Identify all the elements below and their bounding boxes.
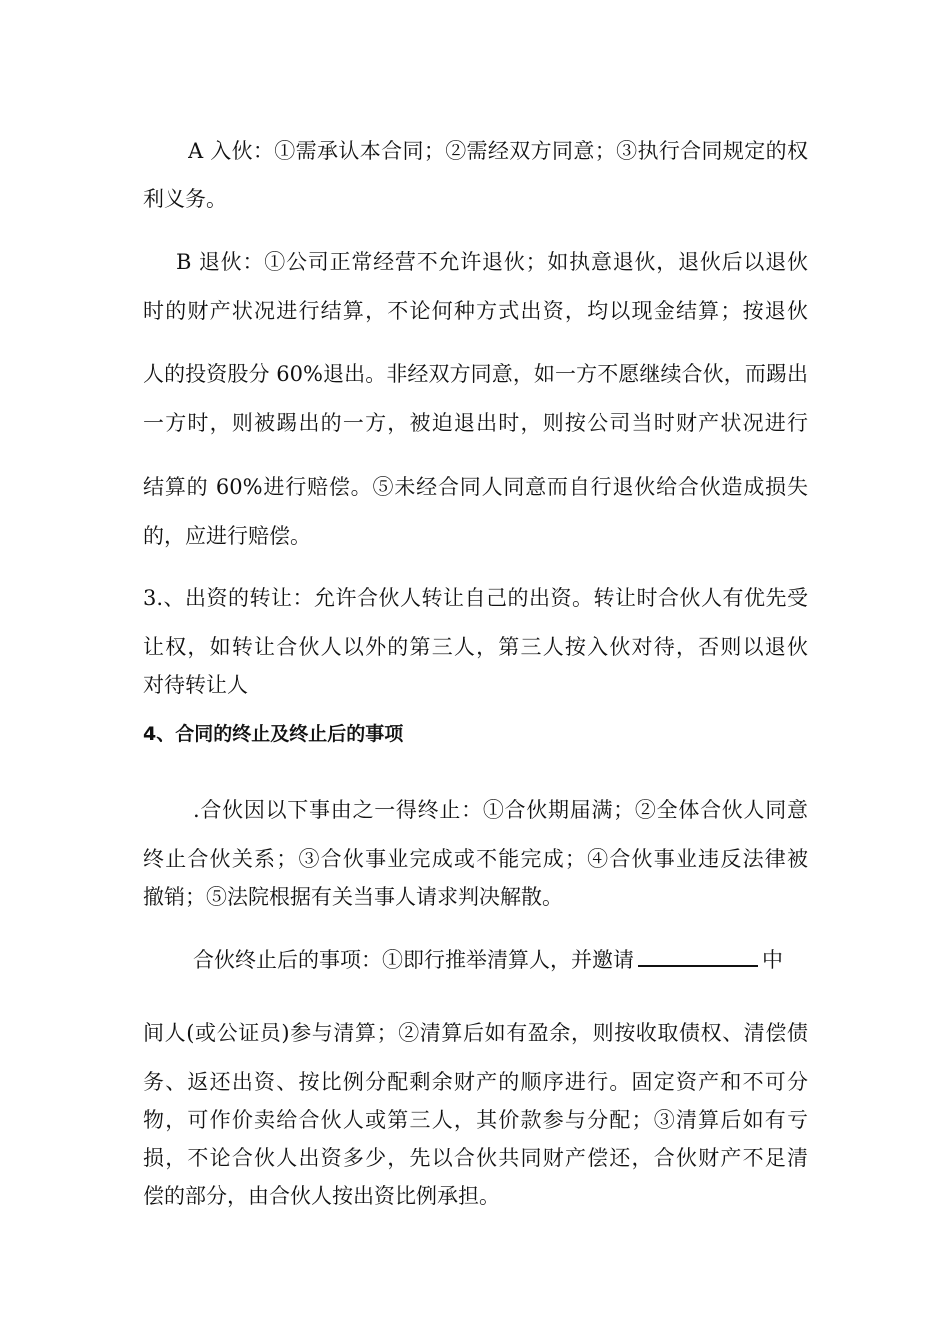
para-b-line-1: B 退伙：①公司正常经营不允许退伙；如执意退伙，退伙后以退伙: [176, 250, 808, 274]
para-after-line-6: 偿的部分，由合伙人按出资比例承担。: [143, 1184, 500, 1208]
section-heading-4: 4、合同的终止及终止后的事项: [143, 723, 404, 745]
para-after-line-1-end: 中: [762, 948, 783, 972]
para-end-line-2: 终止合伙关系；③合伙事业完成或不能完成；④合伙事业违反法律被: [143, 847, 808, 871]
fill-in-blank: [638, 945, 758, 967]
para-b-line-2: 时的财产状况进行结算，不论何种方式出资，均以现金结算；按退伙: [143, 299, 808, 323]
para-a-line-2: 利义务。: [143, 187, 227, 211]
para-end-line-3: 撤销；⑤法院根据有关当事人请求判决解散。: [143, 885, 563, 909]
para-after-line-2: 间人(或公证员)参与清算；②清算后如有盈余，则按收取债权、清偿债: [143, 1021, 808, 1045]
para-end-line-1: .合伙因以下事由之一得终止：①合伙期届满；②全体合伙人同意: [193, 798, 808, 822]
para-b-line-4: 一方时，则被踢出的一方，被迫退出时，则按公司当时财产状况进行: [143, 411, 808, 435]
para-after-line-3: 务、返还出资、按比例分配剩余财产的顺序进行。固定资产和不可分: [143, 1070, 808, 1094]
para-3-line-3: 对待转让人: [143, 673, 248, 697]
para-after-line-4: 物，可作价卖给合伙人或第三人，其价款参与分配；③清算后如有亏: [143, 1108, 808, 1132]
para-b-line-6: 的，应进行赔偿。: [143, 524, 311, 548]
para-3-line-1: 3.、出资的转让：允许合伙人转让自己的出资。转让时合伙人有优先受: [143, 586, 808, 610]
para-after-line-5: 损，不论合伙人出资多少，先以合伙共同财产偿还，合伙财产不足清: [143, 1146, 808, 1170]
para-3-line-2: 让权，如转让合伙人以外的第三人，第三人按入伙对待，否则以退伙: [143, 635, 808, 659]
para-a-line-1: A 入伙：①需承认本合同；②需经双方同意；③执行合同规定的权: [188, 139, 808, 163]
para-b-line-5: 结算的 60%进行赔偿。⑤未经合同人同意而自行退伙给合伙造成损失: [143, 475, 808, 499]
para-after-line-1: [193, 945, 808, 975]
para-after-line-1-text: 合伙终止后的事项：①即行推举清算人，并邀请: [193, 948, 634, 972]
para-b-line-3: 人的投资股分 60%退出。非经双方同意，如一方不愿继续合伙，而踢出: [143, 362, 808, 386]
